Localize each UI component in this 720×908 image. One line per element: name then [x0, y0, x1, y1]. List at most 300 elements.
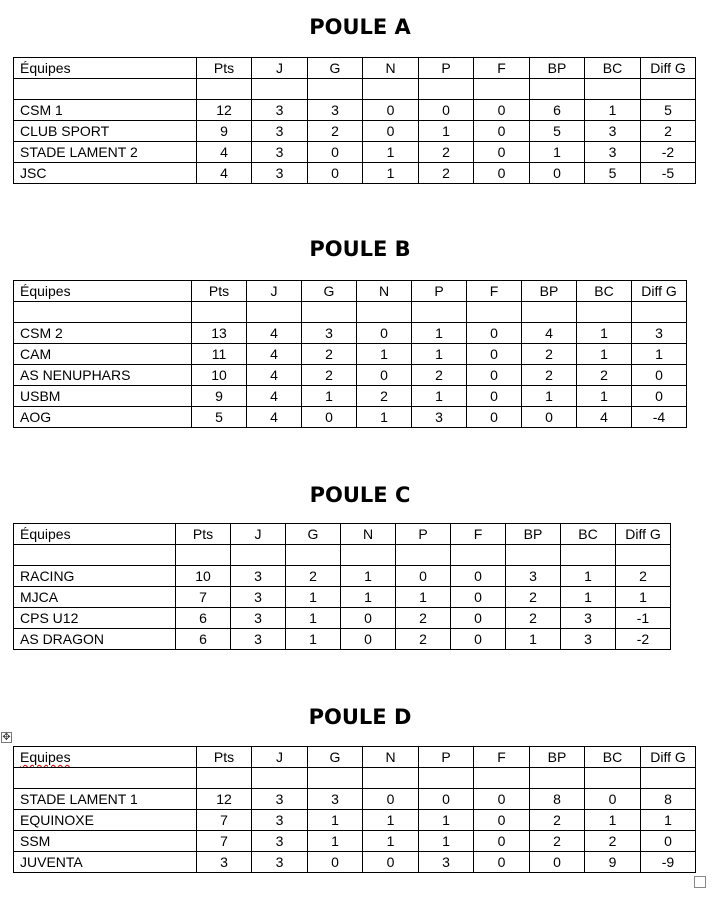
- stat-cell: 0: [632, 365, 687, 386]
- header-bp: [522, 281, 577, 302]
- header-pts: [197, 58, 252, 79]
- table-header-row: [14, 58, 696, 79]
- table-row: [14, 121, 696, 142]
- header-label: F: [473, 526, 483, 542]
- team-name-cell: CSM 2: [14, 323, 192, 344]
- stat-cell: 0: [632, 386, 687, 407]
- stat-cell: -2: [641, 142, 696, 163]
- stat-cell: 2: [530, 831, 585, 852]
- table-row: [14, 365, 687, 386]
- header-label: P: [434, 283, 444, 299]
- header-label: P: [441, 749, 451, 765]
- stat-cell: 2: [396, 608, 451, 629]
- stat-cell: 3: [252, 852, 308, 873]
- header-label: J: [270, 283, 278, 299]
- empty-cell: [451, 545, 506, 566]
- stat-cell: 0: [451, 587, 506, 608]
- header-label: Diff G: [641, 283, 677, 299]
- stat-cell: 2: [302, 344, 357, 365]
- stat-cell: 0: [363, 100, 419, 121]
- table-row: [14, 629, 671, 650]
- stat-cell: 1: [286, 608, 341, 629]
- empty-cell: [192, 302, 247, 323]
- team-name-cell: CLUB SPORT: [14, 121, 197, 142]
- team-name-cell: CSM 1: [14, 100, 197, 121]
- stat-cell: 0: [467, 344, 522, 365]
- stat-cell: 1: [363, 163, 419, 184]
- team-name-cell: RACING: [14, 566, 176, 587]
- header-n: [341, 524, 396, 545]
- stat-cell: 0: [522, 407, 577, 428]
- header-p: [412, 281, 467, 302]
- stat-cell: 1: [308, 810, 363, 831]
- stat-cell: 1: [641, 810, 696, 831]
- team-name-cell: EQUINOXE: [14, 810, 197, 831]
- empty-cell: [363, 79, 419, 100]
- header-label: Diff G: [650, 749, 686, 765]
- stat-cell: 11: [192, 344, 247, 365]
- table-header-row: [14, 524, 671, 545]
- header-equipes: [14, 747, 197, 768]
- stat-cell: 1: [577, 323, 632, 344]
- stat-cell: 1: [302, 386, 357, 407]
- stat-cell: 0: [357, 323, 412, 344]
- empty-cell: [561, 545, 616, 566]
- stat-cell: 3: [252, 831, 308, 852]
- stat-cell: 3: [197, 852, 252, 873]
- stat-cell: 1: [561, 566, 616, 587]
- header-diff-g: [641, 58, 696, 79]
- stat-cell: 4: [197, 163, 252, 184]
- stat-cell: 0: [474, 810, 530, 831]
- stat-cell: 3: [561, 608, 616, 629]
- stat-cell: 3: [231, 587, 286, 608]
- empty-cell: [474, 79, 530, 100]
- header-f: [451, 524, 506, 545]
- stat-cell: 9: [585, 852, 641, 873]
- stat-cell: 1: [363, 831, 419, 852]
- header-f: [474, 58, 530, 79]
- team-name-cell: SSM: [14, 831, 197, 852]
- header-label: BC: [602, 60, 623, 76]
- table-move-handle-icon[interactable]: ✥: [2, 732, 11, 743]
- empty-cell: [14, 545, 176, 566]
- team-name-cell: STADE LAMENT 2: [14, 142, 197, 163]
- header-p: [419, 58, 474, 79]
- header-equipes: [14, 524, 176, 545]
- stat-cell: 3: [585, 121, 641, 142]
- stat-cell: 0: [451, 629, 506, 650]
- header-f: [474, 747, 530, 768]
- header-label: Pts: [192, 526, 214, 542]
- empty-cell: [341, 545, 396, 566]
- poule-b-title: POULE B: [309, 237, 411, 261]
- header-n: [363, 747, 419, 768]
- stat-cell: 0: [530, 163, 585, 184]
- empty-cell: [641, 79, 696, 100]
- header-bp: [530, 747, 585, 768]
- stat-cell: 1: [506, 629, 561, 650]
- header-label: BP: [539, 283, 559, 299]
- empty-cell: [308, 79, 363, 100]
- stat-cell: 0: [451, 566, 506, 587]
- team-name-cell: AS DRAGON: [14, 629, 176, 650]
- empty-cell: [474, 768, 530, 789]
- stat-cell: 4: [247, 386, 302, 407]
- stat-cell: 0: [474, 831, 530, 852]
- empty-cell: [396, 545, 451, 566]
- stat-cell: 0: [357, 365, 412, 386]
- stat-cell: 1: [341, 587, 396, 608]
- empty-cell: [176, 545, 231, 566]
- poule-a-title: POULE A: [309, 15, 411, 39]
- poule-d-table: [13, 746, 696, 873]
- empty-cell: [197, 768, 252, 789]
- table-row: [14, 852, 696, 873]
- stat-cell: 3: [252, 121, 308, 142]
- stat-cell: 5: [585, 163, 641, 184]
- stat-cell: -1: [616, 608, 671, 629]
- stat-cell: 9: [192, 386, 247, 407]
- stat-cell: 2: [522, 344, 577, 365]
- header-label: N: [362, 526, 374, 542]
- stat-cell: 0: [467, 365, 522, 386]
- stat-cell: 3: [252, 789, 308, 810]
- header-label: BC: [594, 283, 614, 299]
- team-name-cell: AOG: [14, 407, 192, 428]
- header-label: Pts: [213, 60, 235, 76]
- stat-cell: 1: [577, 386, 632, 407]
- stat-cell: 0: [341, 629, 396, 650]
- stat-cell: 1: [357, 407, 412, 428]
- header-j: [231, 524, 286, 545]
- header-diff-g: [641, 747, 696, 768]
- stat-cell: 1: [308, 831, 363, 852]
- header-g: [302, 281, 357, 302]
- empty-cell: [231, 545, 286, 566]
- stat-cell: 1: [577, 344, 632, 365]
- header-bc: [561, 524, 616, 545]
- header-equipes: [14, 58, 197, 79]
- empty-cell: [419, 768, 474, 789]
- stat-cell: 3: [231, 608, 286, 629]
- table-row: [14, 407, 687, 428]
- poule-d-title: POULE D: [308, 705, 412, 729]
- stat-cell: 13: [192, 323, 247, 344]
- stat-cell: 6: [176, 629, 231, 650]
- header-label: N: [385, 749, 396, 765]
- team-name-cell: MJCA: [14, 587, 176, 608]
- header-g: [286, 524, 341, 545]
- header-label: G: [307, 526, 319, 542]
- team-name-cell: JUVENTA: [14, 852, 197, 873]
- header-label: Diff G: [625, 526, 661, 542]
- header-label: F: [489, 283, 499, 299]
- header-label: G: [329, 60, 341, 76]
- header-p: [396, 524, 451, 545]
- table-row: [14, 386, 687, 407]
- stat-cell: 7: [176, 587, 231, 608]
- stat-cell: -4: [632, 407, 687, 428]
- header-label: Équipes: [20, 526, 71, 542]
- poule-a-table: [13, 57, 696, 184]
- header-label: Equipes: [20, 749, 71, 765]
- empty-cell: [14, 768, 197, 789]
- table-spacer-row: [14, 302, 687, 323]
- stat-cell: 3: [252, 810, 308, 831]
- stat-cell: 3: [419, 852, 474, 873]
- header-label: BC: [578, 526, 598, 542]
- stat-cell: 3: [632, 323, 687, 344]
- stat-cell: 1: [363, 810, 419, 831]
- empty-cell: [467, 302, 522, 323]
- empty-cell: [252, 768, 308, 789]
- header-n: [363, 58, 419, 79]
- header-label: J: [254, 526, 262, 542]
- stat-cell: 2: [396, 629, 451, 650]
- stat-cell: 7: [197, 831, 252, 852]
- table-header-row: [14, 747, 696, 768]
- empty-cell: [286, 545, 341, 566]
- stat-cell: 1: [522, 386, 577, 407]
- stat-cell: 2: [522, 365, 577, 386]
- empty-cell: [506, 545, 561, 566]
- header-pts: [197, 747, 252, 768]
- stat-cell: 0: [474, 789, 530, 810]
- poule-b-table: [13, 280, 687, 428]
- stat-cell: 0: [308, 142, 363, 163]
- stat-cell: 0: [474, 121, 530, 142]
- stat-cell: 7: [197, 810, 252, 831]
- header-diff-g: [632, 281, 687, 302]
- stat-cell: 4: [197, 142, 252, 163]
- header-j: [247, 281, 302, 302]
- stat-cell: 4: [247, 323, 302, 344]
- empty-cell: [585, 768, 641, 789]
- empty-cell: [412, 302, 467, 323]
- empty-cell: [577, 302, 632, 323]
- stat-cell: 1: [561, 587, 616, 608]
- empty-cell: [522, 302, 577, 323]
- header-g: [308, 747, 363, 768]
- stat-cell: 1: [412, 323, 467, 344]
- stat-cell: 4: [247, 344, 302, 365]
- stat-cell: 3: [302, 323, 357, 344]
- header-label: BC: [602, 749, 623, 765]
- table-header-row: [14, 281, 687, 302]
- table-row: [14, 789, 696, 810]
- header-label: J: [276, 60, 283, 76]
- stat-cell: 2: [419, 142, 474, 163]
- stat-cell: 2: [357, 386, 412, 407]
- empty-cell: [419, 79, 474, 100]
- stat-cell: 2: [530, 810, 585, 831]
- stat-cell: 3: [252, 163, 308, 184]
- stat-cell: 0: [302, 407, 357, 428]
- stat-cell: 10: [192, 365, 247, 386]
- stat-cell: 2: [641, 121, 696, 142]
- empty-cell: [14, 302, 192, 323]
- header-label: N: [378, 283, 390, 299]
- table-row: [14, 163, 696, 184]
- stat-cell: 1: [412, 386, 467, 407]
- stat-cell: 1: [396, 587, 451, 608]
- header-pts: [176, 524, 231, 545]
- header-j: [252, 747, 308, 768]
- stat-cell: 2: [577, 365, 632, 386]
- stat-cell: 3: [252, 142, 308, 163]
- header-pts: [192, 281, 247, 302]
- stat-cell: 1: [585, 100, 641, 121]
- stat-cell: 4: [247, 407, 302, 428]
- table-row: [14, 100, 696, 121]
- empty-cell: [14, 79, 197, 100]
- table-spacer-row: [14, 768, 696, 789]
- stat-cell: 0: [363, 789, 419, 810]
- stat-cell: 1: [419, 121, 474, 142]
- header-label: BP: [547, 749, 567, 765]
- table-row: [14, 831, 696, 852]
- table-row: [14, 587, 671, 608]
- team-name-cell: JSC: [14, 163, 197, 184]
- empty-cell: [357, 302, 412, 323]
- header-bp: [530, 58, 585, 79]
- empty-cell: [616, 545, 671, 566]
- header-diff-g: [616, 524, 671, 545]
- header-label: N: [385, 60, 396, 76]
- stat-cell: 10: [176, 566, 231, 587]
- stat-cell: 0: [419, 789, 474, 810]
- empty-cell: [641, 768, 696, 789]
- stat-cell: 8: [641, 789, 696, 810]
- empty-cell: [530, 79, 585, 100]
- empty-cell: [363, 768, 419, 789]
- stat-cell: 6: [530, 100, 585, 121]
- stat-cell: 1: [286, 587, 341, 608]
- header-label: Équipes: [20, 60, 71, 76]
- stat-cell: 3: [585, 142, 641, 163]
- header-label: Pts: [208, 283, 230, 299]
- stat-cell: -2: [616, 629, 671, 650]
- table-row: [14, 323, 687, 344]
- stat-cell: 0: [467, 407, 522, 428]
- stat-cell: 9: [197, 121, 252, 142]
- empty-cell: [302, 302, 357, 323]
- table-row: [14, 566, 671, 587]
- stat-cell: 1: [616, 587, 671, 608]
- stat-cell: 0: [474, 852, 530, 873]
- header-label: Équipes: [20, 283, 71, 299]
- stat-cell: 0: [308, 163, 363, 184]
- stat-cell: 1: [530, 142, 585, 163]
- header-label: G: [323, 283, 335, 299]
- stat-cell: -9: [641, 852, 696, 873]
- team-name-cell: CPS U12: [14, 608, 176, 629]
- stat-cell: 3: [412, 407, 467, 428]
- empty-cell: [530, 768, 585, 789]
- stat-cell: 1: [363, 142, 419, 163]
- header-label: F: [497, 749, 506, 765]
- stat-cell: 1: [585, 810, 641, 831]
- header-label: P: [441, 60, 451, 76]
- stat-cell: 1: [632, 344, 687, 365]
- stat-cell: 8: [530, 789, 585, 810]
- stat-cell: 0: [419, 100, 474, 121]
- stat-cell: 1: [341, 566, 396, 587]
- stat-cell: 2: [506, 587, 561, 608]
- stat-cell: 3: [252, 100, 308, 121]
- stat-cell: 1: [412, 344, 467, 365]
- stat-cell: 1: [357, 344, 412, 365]
- stat-cell: 0: [467, 323, 522, 344]
- header-label: BP: [547, 60, 567, 76]
- stat-cell: 0: [585, 789, 641, 810]
- empty-cell: [197, 79, 252, 100]
- stat-cell: 2: [412, 365, 467, 386]
- header-bc: [585, 747, 641, 768]
- stat-cell: 0: [341, 608, 396, 629]
- empty-cell: [247, 302, 302, 323]
- stat-cell: 5: [530, 121, 585, 142]
- stat-cell: 4: [522, 323, 577, 344]
- stat-cell: 2: [585, 831, 641, 852]
- stat-cell: 5: [192, 407, 247, 428]
- table-spacer-row: [14, 545, 671, 566]
- header-bc: [577, 281, 632, 302]
- stat-cell: 2: [419, 163, 474, 184]
- header-label: Pts: [213, 749, 235, 765]
- header-f: [467, 281, 522, 302]
- header-label: BP: [523, 526, 543, 542]
- stat-cell: 3: [308, 789, 363, 810]
- stat-cell: 5: [641, 100, 696, 121]
- team-name-cell: AS NENUPHARS: [14, 365, 192, 386]
- header-label: G: [329, 749, 341, 765]
- stat-cell: 12: [197, 100, 252, 121]
- team-name-cell: STADE LAMENT 1: [14, 789, 197, 810]
- stat-cell: 0: [396, 566, 451, 587]
- stat-cell: 3: [308, 100, 363, 121]
- table-resize-handle-icon[interactable]: [694, 876, 706, 888]
- stat-cell: 1: [419, 810, 474, 831]
- stat-cell: 1: [286, 629, 341, 650]
- header-j: [252, 58, 308, 79]
- empty-cell: [585, 79, 641, 100]
- stat-cell: 2: [308, 121, 363, 142]
- header-label: P: [418, 526, 428, 542]
- team-name-cell: USBM: [14, 386, 192, 407]
- table-row: [14, 142, 696, 163]
- empty-cell: [252, 79, 308, 100]
- stat-cell: 0: [451, 608, 506, 629]
- stat-cell: 2: [286, 566, 341, 587]
- header-bc: [585, 58, 641, 79]
- stat-cell: 0: [474, 163, 530, 184]
- stat-cell: 0: [474, 142, 530, 163]
- header-label: Diff G: [650, 60, 686, 76]
- table-row: [14, 344, 687, 365]
- poule-c-title: POULE C: [309, 483, 411, 507]
- stat-cell: 3: [561, 629, 616, 650]
- table-spacer-row: [14, 79, 696, 100]
- stat-cell: 0: [641, 831, 696, 852]
- stat-cell: 1: [419, 831, 474, 852]
- table-row: [14, 810, 696, 831]
- stat-cell: 0: [363, 852, 419, 873]
- stat-cell: 2: [302, 365, 357, 386]
- poule-c-table: [13, 523, 671, 650]
- stat-cell: 6: [176, 608, 231, 629]
